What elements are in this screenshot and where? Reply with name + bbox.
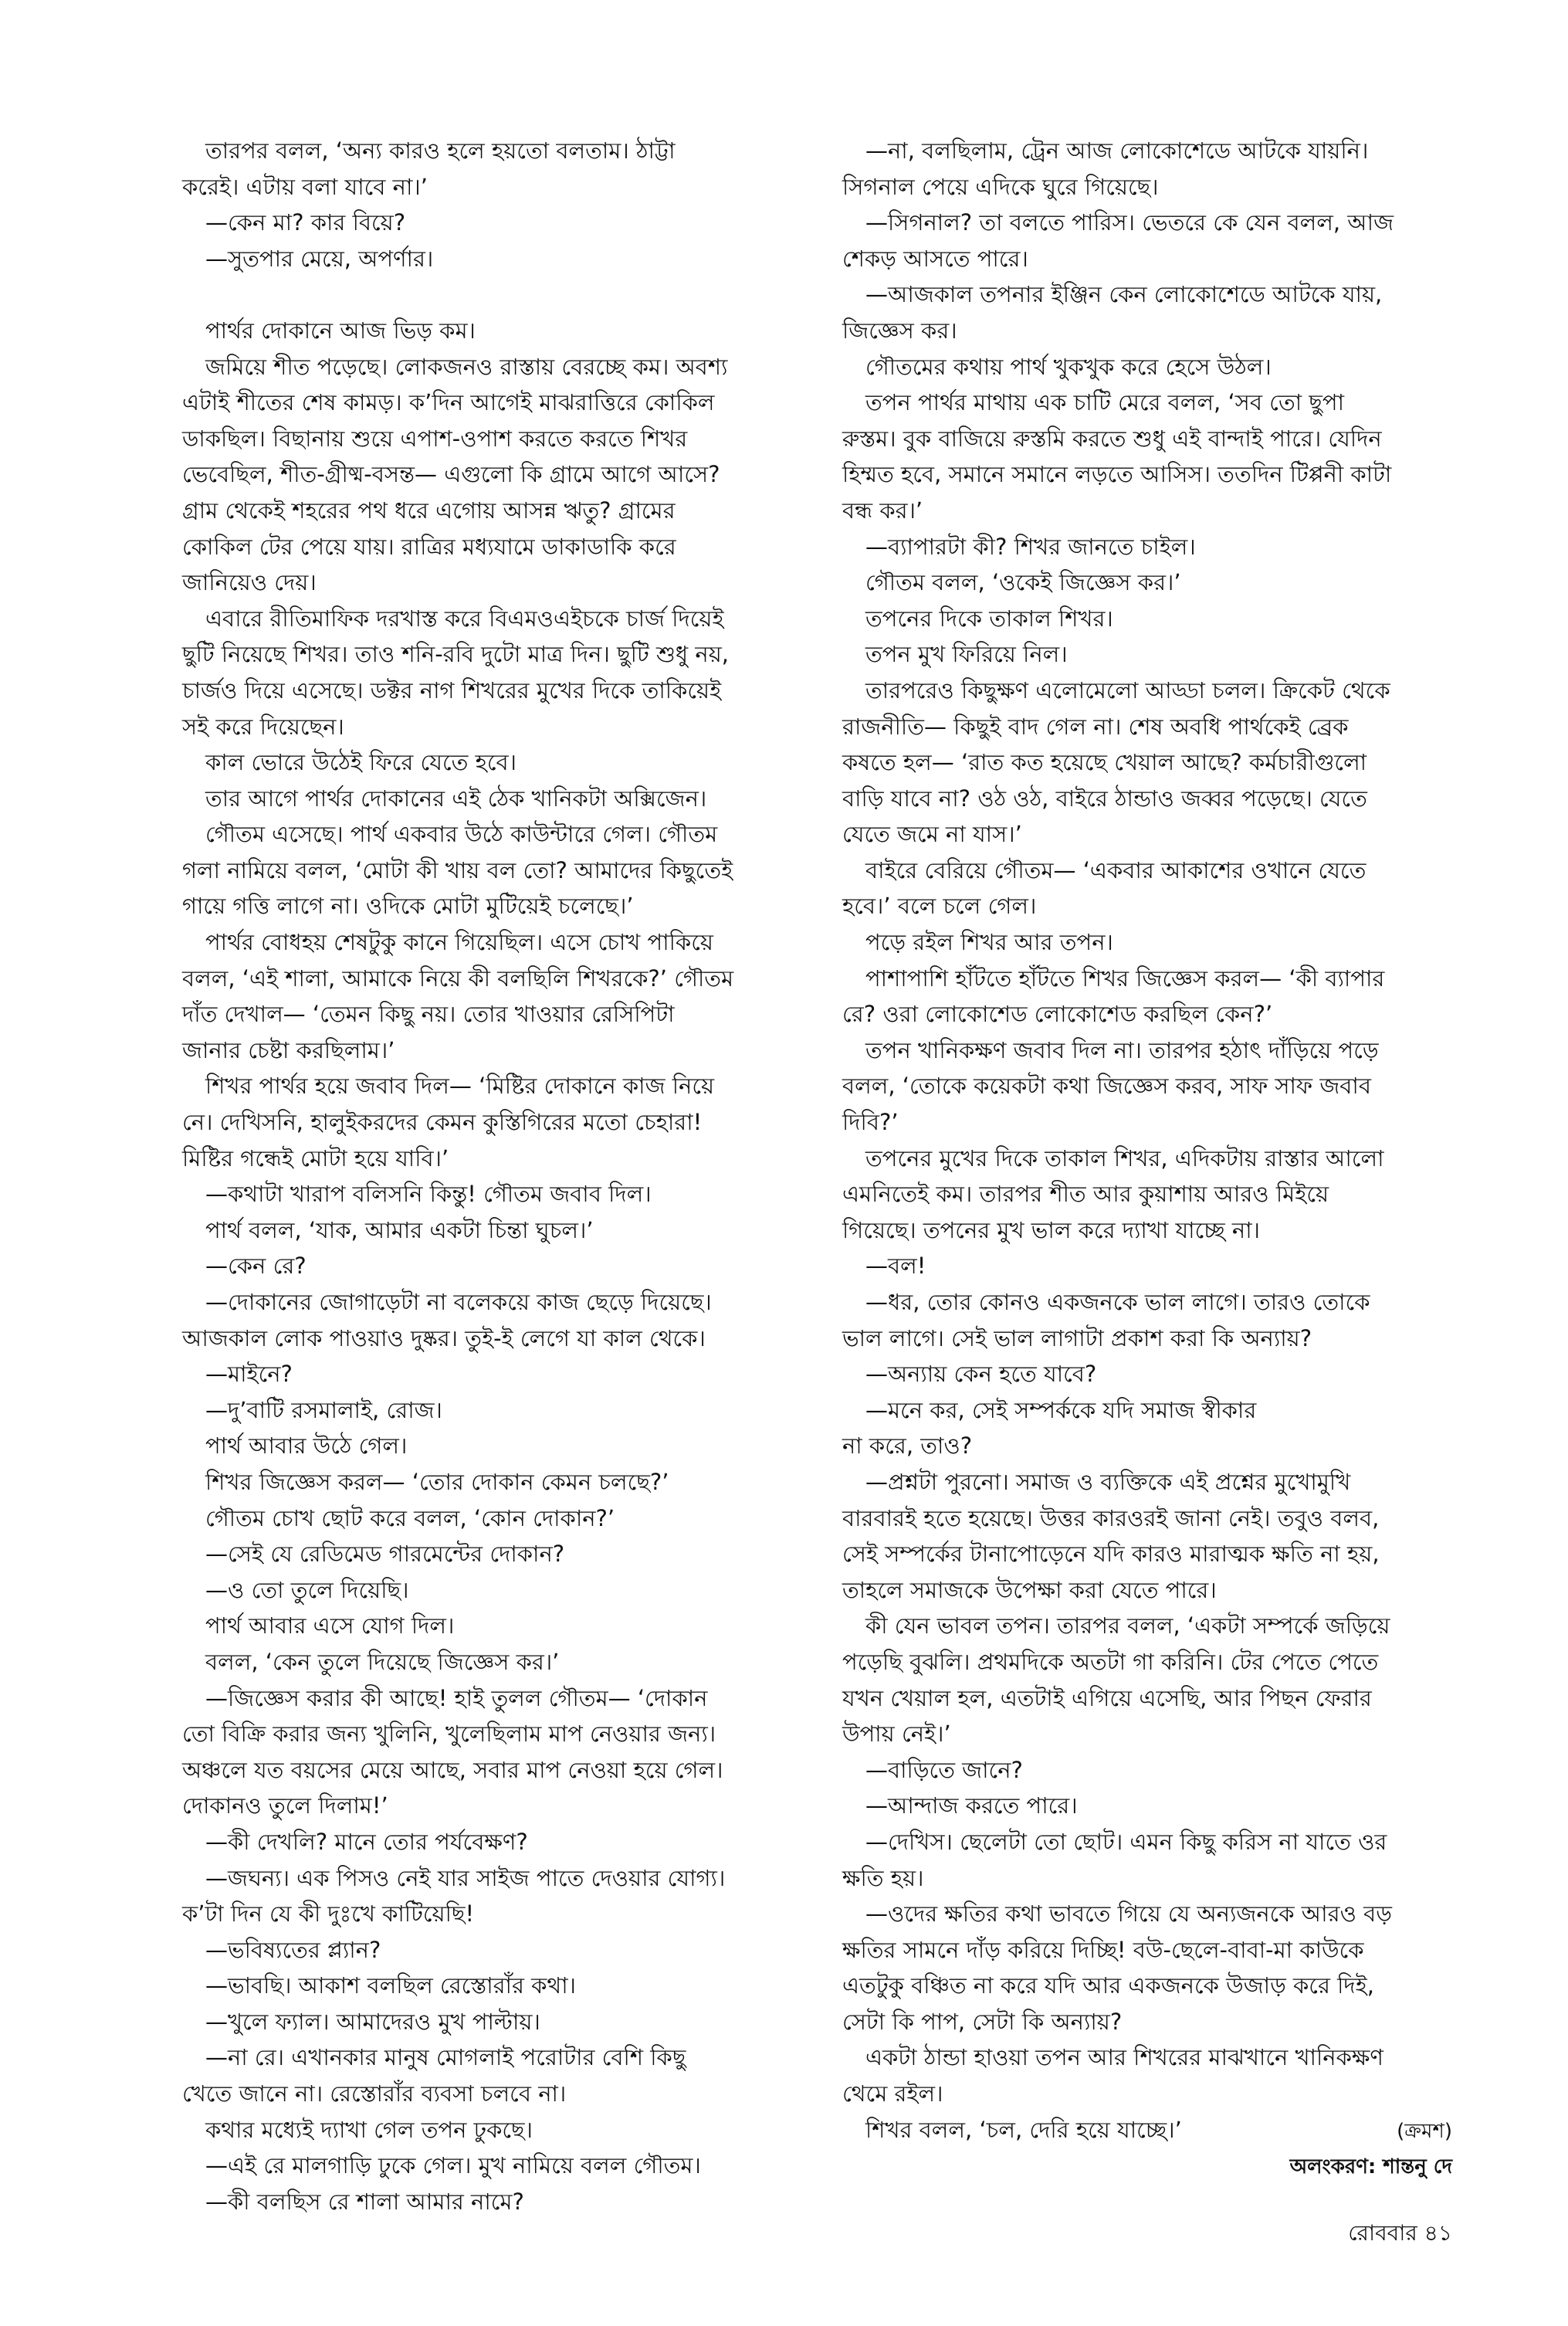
text-line: পার্থ আবার এসে যোগ দিল। — [205, 1612, 455, 1639]
text-line: —এই রে মালগাড়ি ঢুকে গেল। মুখ নামিয়ে বলল গৌতম। — [205, 2152, 701, 2179]
text-line: উপায় নেই।’ — [842, 1721, 951, 1748]
text-line: রুস্তম। বুক বাজিয়ে রুস্তমি করতে শুধু এই বান্দাই পারে। যেদিন — [842, 425, 1382, 452]
text-line: —বল! — [865, 1253, 926, 1280]
text-line: না করে, তাও? — [842, 1433, 973, 1460]
text-line: দাঁত দেখাল— ‘তেমন কিছু নয়। তোর খাওয়ার রেসিপিটা — [182, 1001, 675, 1028]
serial-continued-note: (ক্রমশ) — [1397, 2120, 1452, 2143]
text-line: শেকড় আসতে পারে। — [842, 245, 1028, 272]
text-line: —কী দেখলি? মানে তোর পর্যবেক্ষণ? — [205, 1828, 528, 1855]
text-line: কষতে হল— ‘রাত কত হয়েছে খেয়াল আছে? কর্মচারীগুলো — [842, 749, 1367, 776]
text-line: পাশাপাশি হাঁটতে হাঁটতে শিখর জিজ্ঞেস করল— ‘কী ব্যাপার — [865, 965, 1385, 992]
text-line: গৌতম বলল, ‘ওকেই জিজ্ঞেস কর।’ — [865, 569, 1181, 596]
text-line: হিম্মত হবে, সমানে সমানে লড়তে আসিস। ততদিন টিপ্পনী কাটা — [842, 461, 1392, 488]
text-line: —না, বলছিলাম, ট্রেন আজ লোকোশেডে আটকে যায়নি। — [865, 137, 1369, 164]
text-line: পার্থর বোধহয় শেষটুকু কানে গিয়েছিল। এসে চোখ পাকিয়ে — [205, 929, 713, 956]
text-line: —সুতপার মেয়ে, অপর্ণার। — [205, 245, 434, 272]
text-line: কী যেন ভাবল তপন। তারপর বলল, ‘একটা সম্পর্কে জড়িয়ে — [865, 1612, 1390, 1639]
text-line: —খুলে ফ্যাল। আমাদেরও মুখ পাল্টায়। — [205, 2008, 540, 2035]
page-footer-label: রোববার ৪১ — [1348, 2220, 1452, 2246]
text-line: আজকাল লোক পাওয়াও দুষ্কর। তুই-ই লেগে যা কাল থেকে। — [182, 1324, 706, 1351]
text-line: —জঘন্য। এক পিসও নেই যার সাইজ পাতে দেওয়ার যোগ্য। — [205, 1864, 726, 1891]
text-line: থেমে রইল। — [842, 2080, 943, 2107]
text-line: যেতে জমে না যাস।’ — [842, 821, 1022, 848]
text-line: —মনে কর, সেই সম্পর্ককে যদি সমাজ স্বীকার — [865, 1396, 1257, 1423]
text-line: —ব্যাপারটা কী? শিখর জানতে চাইল। — [865, 533, 1196, 560]
illustration-credit: অলংকরণ: শান্তনু দে — [1289, 2155, 1452, 2179]
text-line: চার্জও দিয়ে এসেছে। ডক্টর নাগ শিখরের মুখের দিকে তাকিয়েই — [182, 676, 722, 704]
text-line: গৌতমের কথায় পার্থ খুকখুক করে হেসে উঠল। — [865, 353, 1272, 380]
text-line: —সেই যে রেডিমেড গারমেন্টের দোকান? — [205, 1541, 565, 1568]
text-line: গায়ে গত্তি লাগে না। ওদিকে মোটা মুটিয়েই চলেছে।’ — [182, 893, 634, 920]
text-line: দোকানও তুলে দিলাম!’ — [182, 1792, 388, 1819]
text-line: —ওদের ক্ষতির কথা ভাবতে গিয়ে যে অন্যজনকে আরও বড় — [865, 1900, 1392, 1928]
text-line: তপনের দিকে তাকাল শিখর। — [865, 605, 1113, 632]
text-line: তারপর বলল, ‘অন্য কারও হলে হয়তো বলতাম। ঠাট্টা — [205, 137, 676, 164]
text-line: বারবারই হতে হয়েছে। উত্তর কারওরই জানা নেই। তবুও বলব, — [842, 1504, 1380, 1531]
text-line: —ভাবছি। আকাশ বলছিল রেস্তোরাঁর কথা। — [205, 1972, 576, 1999]
text-line: ছুটি নিয়েছে শিখর। তাও শনি-রবি দুটো মাত্র দিন। ছুটি শুধু নয়, — [182, 641, 730, 668]
text-line: দিবি?’ — [842, 1109, 899, 1136]
text-line: হবে।’ বলে চলে গেল। — [842, 893, 1037, 920]
text-line: পার্থ বলল, ‘যাক, আমার একটা চিন্তা ঘুচল।’ — [205, 1216, 594, 1243]
text-line: —কী বলছিস রে শালা আমার নামে? — [205, 2188, 524, 2215]
text-line: সই করে দিয়েছেন। — [182, 713, 344, 740]
text-line: গৌতম এসেছে। পার্থ একবার উঠে কাউন্টারে গেল। গৌতম — [205, 821, 718, 848]
text-line: —মাইনে? — [205, 1361, 293, 1388]
text-line: —দোকানের জোগাড়েটা না বলেকয়ে কাজ ছেড়ে দিয়েছে। — [205, 1289, 712, 1315]
text-line: অঞ্চলে যত বয়সের মেয়ে আছে, সবার মাপ নেওয়া হয়ে গেল। — [182, 1756, 723, 1783]
text-line: তপন মুখ ফিরিয়ে নিল। — [865, 641, 1068, 668]
text-line: —না রে। এখানকার মানুষ মোগলাই পরোটার বেশি কিছু — [205, 2044, 686, 2071]
text-line: —দু’বাটি রসমালাই, রোজ। — [205, 1396, 442, 1423]
text-line: সিগনাল পেয়ে এদিকে ঘুরে গিয়েছে। — [842, 173, 1159, 200]
text-line: কাল ভোরে উঠেই ফিরে যেতে হবে। — [205, 749, 516, 776]
text-line: শিখর বলল, ‘চল, দেরি হয়ে যাচ্ছে।’ — [865, 2116, 1182, 2143]
text-line: জানিয়েও দেয়। — [182, 569, 317, 596]
text-line: শিখর পার্থর হয়ে জবাব দিল— ‘মিষ্টির দোকানে কাজ নিয়ে — [205, 1073, 715, 1100]
right-text-column — [842, 133, 1414, 2148]
text-line: —কেন মা? কার বিয়ে? — [205, 209, 406, 236]
text-line: গ্রাম থেকেই শহরের পথ ধরে এগোয় আসন্ন ঋতু? গ্রামের — [182, 497, 676, 524]
text-line: জমিয়ে শীত পড়েছে। লোকজনও রাস্তায় বেরচ্ছে কম। অবশ্য — [205, 353, 728, 380]
text-line: বলল, ‘তোকে কয়েকটা কথা জিজ্ঞেস করব, সাফ সাফ জবাব — [842, 1073, 1371, 1100]
text-line: পড়ে রইল শিখর আর তপন। — [865, 929, 1113, 956]
text-line: ভাল লাগে। সেই ভাল লাগাটা প্রকাশ করা কি অন্যায়? — [842, 1324, 1312, 1351]
text-line: ডাকছিল। বিছানায় শুয়ে এপাশ-ওপাশ করতে করতে শিখর — [182, 425, 688, 452]
text-line: —প্রশ্নটা পুরনো। সমাজ ও ব্যক্তিকে এই প্রশ্নের মুখোমুখি — [865, 1468, 1351, 1495]
text-line: পার্থর দোকানে আজ ভিড় কম। — [205, 317, 476, 344]
text-line: কথার মধ্যেই দ্যাখা গেল তপন ঢুকছে। — [205, 2116, 533, 2143]
text-line: ক্ষতির সামনে দাঁড় করিয়ে দিচ্ছি! বউ-ছেলে-বাবা-মা কাউকে — [842, 1936, 1364, 1963]
text-line: তো বিক্রি করার জন্য খুলিনি, খুলেছিলাম মাপ নেওয়ার জন্য। — [182, 1721, 716, 1748]
text-line: পড়েছি বুঝলি। প্রথমদিকে অতটা গা করিনি। টের পেতে পেতে — [842, 1648, 1379, 1675]
text-line: ক’টা দিন যে কী দুঃখে কাটিয়েছি! — [182, 1900, 475, 1928]
text-line: ক্ষতি হয়। — [842, 1864, 924, 1891]
text-line: তার আগে পার্থর দোকানের এই ঠেক খানিকটা অক্সিজেন। — [205, 785, 707, 812]
text-line: গৌতম চোখ ছোট করে বলল, ‘কোন দোকান?’ — [205, 1504, 615, 1531]
text-line: জিজ্ঞেস কর। — [842, 317, 957, 344]
text-line: —দেখিস। ছেলেটা তো ছোট। এমন কিছু করিস না যাতে ওর — [865, 1828, 1387, 1855]
text-line: বাইরে বেরিয়ে গৌতম— ‘একবার আকাশের ওখানে যেতে — [865, 856, 1366, 883]
text-line: বাড়ি যাবে না? ওঠ ওঠ, বাইরে ঠান্ডাও জব্বর পড়েছে। যেতে — [842, 785, 1367, 812]
text-line: এতটুকু বঞ্চিত না করে যদি আর একজনকে উজাড় করে দিই, — [842, 1972, 1374, 1999]
text-line: এমনিতেই কম। তারপর শীত আর কুয়াশায় আরও মিইয়ে — [842, 1181, 1329, 1208]
text-line: এটাই শীতের শেষ কামড়। ক’দিন আগেই মাঝরাত্তিরে কোকিল — [182, 389, 715, 416]
text-line: গিয়েছে। তপনের মুখ ভাল করে দ্যাখা যাচ্ছে না। — [842, 1216, 1261, 1243]
text-line: —আজকাল তপনার ইঞ্জিন কেন লোকোশেডে আটকে যায়, — [865, 281, 1383, 308]
text-line: তারপরেও কিছুক্ষণ এলোমেলো আড্ডা চলল। ক্রিকেট থেকে — [865, 676, 1390, 704]
text-line: ভেবেছিল, শীত-গ্রীষ্ম-বসন্ত— এগুলো কি গ্রামে আগে আসে? — [182, 461, 720, 488]
left-text-column — [182, 133, 754, 2219]
text-line: রে? ওরা লোকোশেড লোকোশেড করছিল কেন?’ — [842, 1001, 1273, 1028]
text-line: কোকিল টের পেয়ে যায়। রাত্রির মধ্যযামে ডাকাডাকি করে — [182, 533, 676, 560]
text-line: একটা ঠান্ডা হাওয়া তপন আর শিখরের মাঝখানে খানিকক্ষণ — [865, 2044, 1383, 2071]
text-line: রাজনীতি— কিছুই বাদ গেল না। শেষ অবধি পার্থকেই ব্রেক — [842, 713, 1349, 740]
text-line: বলল, ‘কেন তুলে দিয়েছে জিজ্ঞেস কর।’ — [205, 1648, 560, 1675]
text-line: —আন্দাজ করতে পারে। — [865, 1792, 1078, 1819]
text-line: তাহলে সমাজকে উপেক্ষা করা যেতে পারে। — [842, 1576, 1217, 1603]
text-line: —বাড়িতে জানে? — [865, 1756, 1023, 1783]
text-line: তপন পার্থর মাথায় এক চাটি মেরে বলল, ‘সব তো ছুপা — [865, 389, 1345, 416]
text-line: —ধর, তোর কোনও একজনকে ভাল লাগে। তারও তোকে — [865, 1289, 1370, 1315]
text-line: খেতে জানে না। রেস্তোরাঁর ব্যবসা চলবে না। — [182, 2080, 567, 2107]
text-line: বলল, ‘এই শালা, আমাকে নিয়ে কী বলছিলি শিখরকে?’ গৌতম — [182, 965, 734, 992]
text-line: বন্ধ কর।’ — [842, 497, 923, 524]
text-line: সেই সম্পর্কের টানাপোড়েনে যদি কারও মারাত্মক ক্ষতি না হয়, — [842, 1541, 1380, 1568]
text-line: মিষ্টির গন্ধেই মোটা হয়ে যাবি।’ — [182, 1144, 449, 1171]
text-line: তপন খানিকক্ষণ জবাব দিল না। তারপর হঠাৎ দাঁড়িয়ে পড়ে — [865, 1036, 1379, 1063]
text-line: গলা নামিয়ে বলল, ‘মোটা কী খায় বল তো? আমাদের কিছুতেই — [182, 856, 733, 883]
text-line: জানার চেষ্টা করছিলাম।’ — [182, 1036, 395, 1063]
text-line: —কথাটা খারাপ বলিসনি কিন্তু! গৌতম জবাব দিল। — [205, 1181, 652, 1208]
text-line: সেটা কি পাপ, সেটা কি অন্যায়? — [842, 2008, 1123, 2035]
text-line: —সিগনাল? তা বলতে পারিস। ভেতরে কে যেন বলল, আজ — [865, 209, 1394, 236]
text-line: পার্থ আবার উঠে গেল। — [205, 1433, 408, 1460]
text-line — [182, 276, 754, 313]
text-line: এবারে রীতিমাফিক দরখাস্ত করে বিএমওএইচকে চার্জ দিয়েই — [205, 605, 724, 632]
text-line: —কেন রে? — [205, 1253, 306, 1280]
text-line: করেই। এটায় বলা যাবে না।’ — [182, 173, 428, 200]
text-line: নে। দেখিসনি, হালুইকরদের কেমন কুস্তিগিরের মতো চেহারা! — [182, 1109, 703, 1136]
text-line: যখন খেয়াল হল, এতটাই এগিয়ে এসেছি, আর পিছন ফেরার — [842, 1684, 1372, 1711]
text-line: —ভবিষ্যতের প্ল্যান? — [205, 1936, 381, 1963]
text-line: —ও তো তুলে দিয়েছি। — [205, 1576, 409, 1603]
text-line: —অন্যায় কেন হতে যাবে? — [865, 1361, 1097, 1388]
text-line: —জিজ্ঞেস করার কী আছে! হাই তুলল গৌতম— ‘দোকান — [205, 1684, 708, 1711]
text-line: শিখর জিজ্ঞেস করল— ‘তোর দোকান কেমন চলছে?’ — [205, 1468, 669, 1495]
text-line: তপনের মুখের দিকে তাকাল শিখর, এদিকটায় রাস্তার আলো — [865, 1144, 1384, 1171]
